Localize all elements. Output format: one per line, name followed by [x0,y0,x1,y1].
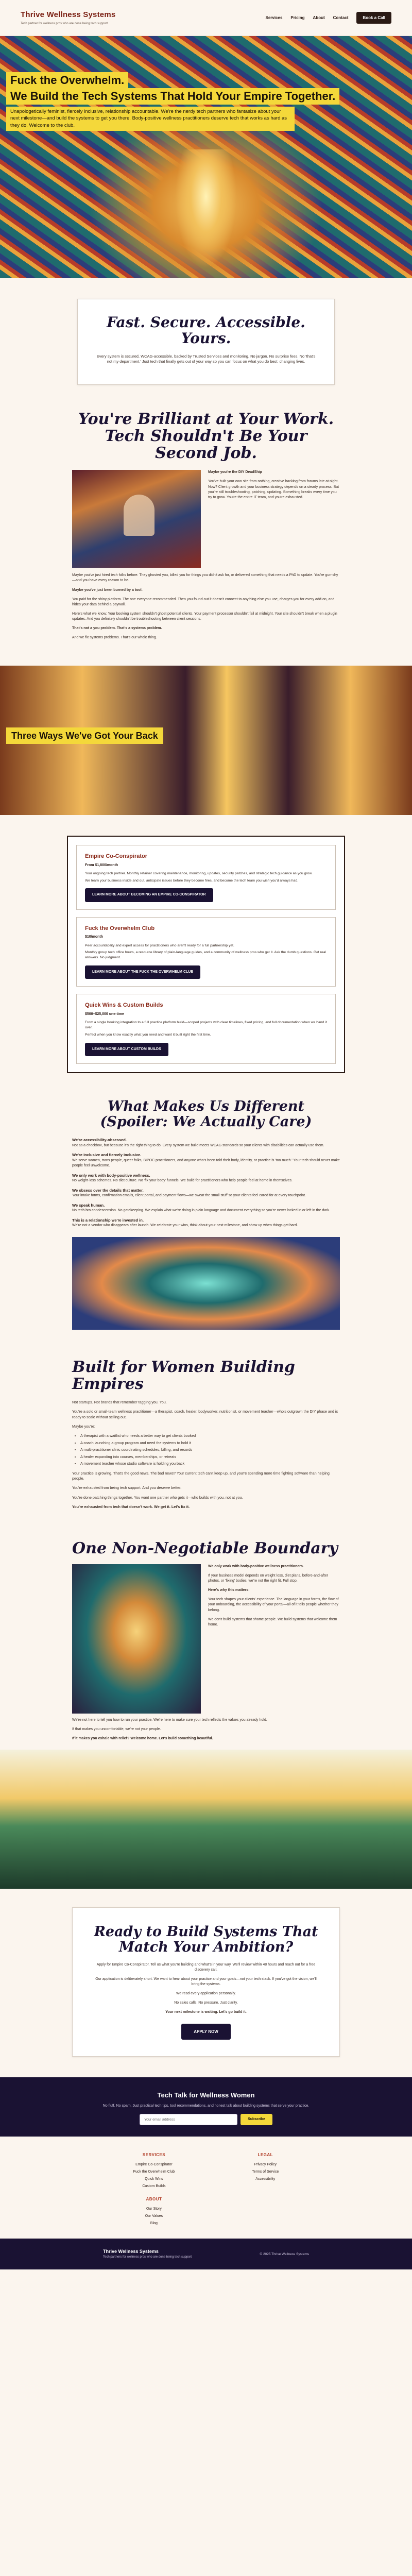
diff-item [72,1203,340,1214]
subscribe-button[interactable]: Subscribe [241,2114,272,2125]
diff-item-body: No tech bro condescension. No gatekeeping. We explain what we're doing in plain language and document everything so you're never locked in or left in the dark. [72,1209,331,1213]
hands-illustration [72,1237,340,1330]
hero-title-line2: We Build the Tech Systems That Hold Your Empire Together. [6,88,339,104]
hero-illustration [175,149,237,268]
footer-about-heading: ABOUT [146,2197,162,2202]
nav-contact[interactable]: Contact [333,15,349,20]
boundary-side-p4: We don't build systems that shame people. We build systems that welcome them home. [208,1617,337,1626]
list-item: • A movement teacher whose studio software is holding you back [80,1461,340,1466]
empires-p1: Not startups. Not brands that remember tagging you. You. [72,1399,167,1404]
offer-price: $10/month [85,935,104,939]
brilliant-p3: Here's what we know: Your booking system shouldn't ghost potential clients. Your payment processor shouldn't fail at midnight. Your site shouldn't break when a plugin updates. And you definitely shouldn't be troubleshooting between client sessions. [72,612,337,621]
brilliant-p1: Maybe you've just hired tech folks before. They ghosted you, billed you for things you didn't ask for, or delivered something that needs a PhD to update. You're gun-shy—and you have every reason to be. [72,573,338,583]
fast-secure-heading: Fast. Secure. Accessible. Yours. [107,314,305,347]
footer-legal-col [252,2152,279,2228]
list-item: • A coach launching a group program and need the systems to hold it [80,1440,340,1446]
offer-card [76,917,336,987]
brand-name[interactable]: Thrive Wellness Systems [21,10,116,20]
footer-bottom [0,2239,412,2269]
diff-item-lead: We're inclusive and fiercely inclusive. [72,1153,142,1158]
diff-item-lead: We only work with body-positive wellness. [72,1173,150,1178]
different-heading: What Makes Us Different (Spoiler: We Actually Care) [100,1098,312,1130]
boundary-section [0,1535,412,1889]
footer-copyright: © 2025 Thrive Wellness Systems [260,2252,309,2256]
footer-link[interactable]: Terms of Service [252,2170,279,2174]
offer-price: From $1,800/month [85,863,118,867]
offer-body: Peer accountability and expert access for practitioners who aren't ready for a full partnership yet. [85,943,234,947]
brand-tagline: Tech partner for wellness pros who are done being tech support [21,22,108,26]
diff-item-lead: This is a relationship we're invested in. [72,1217,144,1223]
main-nav [265,12,391,24]
offer-body: We learn your business inside and out, anticipate issues before they become fires, and become the tech team you wish you'd always had. [85,878,299,883]
empires-p2: You're a solo or small-team wellness practitioner—a therapist, coach, healer, bodyworker, nutritionist, or movement teacher—who's outgrown the DIY phase and is ready to scale without selling out. [72,1409,338,1419]
footer-link[interactable]: Privacy Policy [254,2162,277,2166]
newsletter-section [0,2077,412,2137]
diff-item-body: Your intake forms, confirmation emails, client portal, and payment flows—we sweat the small stuff so your clients feel cared for at every touchpoint. [72,1194,306,1198]
offer-title: Empire Co-Conspirator [85,853,148,859]
ready-p1: Apply for Empire Co-Conspirator. Tell us what you're building and what's in your way. We'll review within 48 hours and reach out for a free discovery call. [96,1962,316,1972]
boundary-side-p1: If your business model depends on weight loss, diet plans, before-and-after photos, or 'fixing' bodies, we're not the right fit. Full stop. [208,1573,329,1583]
hero [0,36,412,278]
boundary-heading: One Non-Negotiable Boundary [72,1539,338,1557]
offer-card [76,994,336,1064]
hero-subtitle: Unapologetically feminist, fiercely inclusive, relationship accountable. We're the nerdy tech partners who fantasize about your next milestone—and build the systems to get you there. Body-positive wellness practitioners deserve tech that works as hard as they do. Welcome to the club. [6,107,295,131]
boundary-side-text [208,1564,340,1714]
boundary-illustration [72,1564,201,1714]
ready-p4: No sales calls. No pressure. Just clarity. [174,2001,238,2005]
empires-list [80,1433,340,1466]
footer-link[interactable]: Empire Co-Conspirator [135,2162,173,2166]
boundary-p1: We're not here to tell you how to run your practice. We're here to make sure your tech reflects the values you already hold. [72,1718,267,1722]
footer-link[interactable]: Our Values [145,2214,163,2218]
footer-services-col [133,2152,175,2228]
footer-brand [103,2248,192,2260]
diff-item-body: No weight-loss schemes. No diet culture. No 'fix your body' funnels. We build for practitioners who help people feel at home in themselves. [72,1179,293,1183]
book-call-button[interactable]: Book a Call [356,12,391,24]
footer-columns [0,2137,412,2239]
offers-section [0,815,412,1094]
brilliant-p2: You paid for the shiny platform. The one everyone recommended. Then you found out it doesn't connect to anything else you use, charges you for every add-on, and hides your data behind a paywall. [72,597,335,606]
ready-p3: We read every application personally. [176,1992,236,1996]
empires-p5: You're exhausted from being tech support. And you deserve better. [72,1485,182,1490]
newsletter-email-input[interactable] [140,2114,237,2125]
offers-container [67,836,345,1073]
empires-p4: Your practice is growing. That's the good news. The bad news? Your current tech can't keep up, and you're spending more time fighting software than helping people. [72,1470,330,1481]
footer-link[interactable]: Blog [150,2222,158,2226]
brilliant-heading: You're Brilliant at Your Work. Tech Shouldn't Be Your Second Job. [78,410,334,463]
different-section [0,1094,412,1359]
offer-body: Perfect when you know exactly what you need and want it built right the first time. [85,1033,211,1037]
offer-body: Your ongoing tech partner. Monthly retainer covering maintenance, monitoring, updates, security patches, and strategic tech guidance as you grow. [85,871,313,875]
diff-item-lead: We're accessibility-obsessed. [72,1138,127,1143]
empires-p7: You're exhausted from tech that doesn't work. We get it. Let's fix it. [72,1504,190,1510]
brilliant-row [72,470,340,568]
newsletter-body: No fluff. No spam. Just practical tech tips, tool recommendations, and honest talk about building systems that serve your practice. [102,2104,310,2108]
ready-section [0,1889,412,2077]
offer-title: Fuck the Overwhelm Club [85,925,155,931]
ready-heading: Ready to Build Systems That Match Your Ambition? [94,1924,318,1955]
diff-item-body: We're not a vendor who disappears after launch. We celebrate your wins, think about your next milestone, and show up when things get hard. [72,1224,298,1228]
different-content [72,1099,340,1330]
diff-item [72,1153,340,1168]
diff-item [72,1138,340,1148]
list-item: • A therapist with a waitlist who needs a better way to get clients booked [80,1433,340,1438]
empires-heading: Built for Women Building Empires [72,1358,295,1393]
boundary-side-p2: Here's why this matters: [208,1588,250,1592]
hero-title-line1: Fuck the Overwhelm. [6,72,128,88]
diff-item-lead: We speak human. [72,1202,105,1208]
custom-builds-learn-more-button[interactable]: LEARN MORE ABOUT CUSTOM BUILDS [85,1043,168,1056]
boundary-side-lead: We only work with body-positive wellness practitioners. [208,1564,304,1568]
footer-link[interactable]: Quick Wins [145,2177,163,2181]
brilliant-section [0,405,412,665]
newsletter-form [140,2114,272,2125]
empires-content [72,1359,340,1510]
empires-section [0,1359,412,1535]
empire-learn-more-button[interactable]: LEARN MORE ABOUT BECOMING AN EMPIRE CO-CONSPIRATOR [85,888,213,902]
footer-brand-tagline: Tech partners for wellness pros who are done being tech support [103,2256,192,2259]
ready-p2: Our application is deliberately short. We want to hear about your practice and your goals—not your tech stack. If you've got the vision, we'll bring the systems. [95,1977,317,1986]
brilliant-content [72,411,340,640]
brilliant-side-body: You've built your own site from nothing, creative hacking from forums late at night. Now? Client growth and your business strategy depends on a steady process. But you're still troubleshooting, patching, updating. Something breaks every time you try to grow. You're the entire IT team, and you're exhausted. [208,480,339,499]
diff-item [72,1173,340,1184]
boundary-p3: If it makes you exhale with relief? Welcome home. Let's build something beautiful. [72,1737,213,1741]
fast-secure-section [0,278,412,405]
brilliant-illustration [72,470,201,568]
list-item: • A healer expanding into courses, memberships, or retreats [80,1454,340,1460]
footer-link[interactable]: Accessibility [255,2177,276,2181]
crowd-illustration [0,1750,412,1889]
apply-now-button[interactable]: APPLY NOW [181,2024,231,2040]
fast-secure-card [77,299,335,385]
footer-services-heading: SERVICES [142,2153,166,2158]
footer-legal-heading: LEGAL [258,2153,273,2158]
portal-banner-section [0,666,412,815]
boundary-p2: If that makes you uncomfortable, we're not your people. [72,1727,161,1731]
fast-secure-body: Every system is secured, WCAG-accessible, backed by Trusted Services and monitoring. No jargon. No surprise fees. No 'that's not my department.' Just tech that finally gets out of your way so you can focus on what you do best: changing lives. [96,353,316,364]
club-learn-more-button[interactable]: LEARN MORE ABOUT THE FUCK THE OVERWHELM CLUB [85,965,200,979]
nav-pricing[interactable]: Pricing [290,15,305,20]
hero-overlay [6,72,406,131]
diff-item [72,1188,340,1199]
brilliant-p2-lead: Maybe you've just been burned by a tool. [72,588,143,592]
diff-item [72,1218,340,1229]
newsletter-heading: Tech Talk for Wellness Women [157,2091,255,2099]
boundary-side-p3: Your tech shapes your clients' experience. The language in your forms, the flow of your onboarding, the accessibility of your portal—all of it tells people whether they belong. [208,1598,339,1612]
diff-item-lead: We obsess over the details that matter. [72,1188,144,1193]
offer-body: Monthly group tech office hours, a resource library of plain-language guides, and a community of wellness pros who get it. Ask the dumb questions. Get real answers. No judgment. [85,951,326,960]
footer-link[interactable]: Our Story [146,2207,162,2211]
brilliant-side-text [208,470,340,568]
empires-p3: Maybe you're: [72,1423,95,1429]
brilliant-p4: That's not a you problem. That's a systems problem. [72,626,162,631]
site-footer [0,2137,412,2269]
footer-brand-name[interactable]: Thrive Wellness Systems [103,2249,159,2255]
offer-body: From a single booking integration to a full practice platform build—scoped projects with clear timelines, fixed pricing, and full documentation when we hand it over. [85,1021,327,1030]
nav-about[interactable]: About [313,15,325,20]
empires-p6: You're done patching things together. You want one partner who gets it—who builds with you, not at you. [72,1495,243,1500]
offer-title: Quick Wins & Custom Builds [85,1002,163,1009]
nav-services[interactable]: Services [265,15,283,20]
list-item: • A multi-practitioner clinic coordinating schedules, billing, and records [80,1447,340,1452]
footer-link[interactable]: Custom Builds [142,2184,166,2189]
offer-price: $500–$25,000 one-time [85,1012,124,1016]
portal-banner-title: Three Ways We've Got Your Back [6,727,163,744]
boundary-content [72,1540,340,1741]
ready-card [72,1907,340,2057]
brand[interactable] [21,9,115,26]
offer-card [76,845,336,910]
brilliant-side-lead: Maybe you're the DIY DeadShip [208,470,262,474]
site-header [0,0,412,36]
diff-item-body: We serve women, trans people, queer folks, BIPOC practitioners, and anyone who's been told their body, identity, or practice is 'too much.' Your tech should never make people feel unwelcome. [72,1159,340,1168]
diff-item-body: Not as a checkbox, but because it's the right thing to do. Every system we build meets WCAG standards so your clients with disabilities can actually use them. [72,1144,324,1148]
brilliant-p5: And we fix systems problems. That's our whole thing. [72,636,157,640]
boundary-row [72,1564,340,1714]
footer-link[interactable]: Fuck the Overwhelm Club [133,2170,175,2174]
ready-p5: Your next milestone is waiting. Let's go build it. [165,2010,247,2014]
